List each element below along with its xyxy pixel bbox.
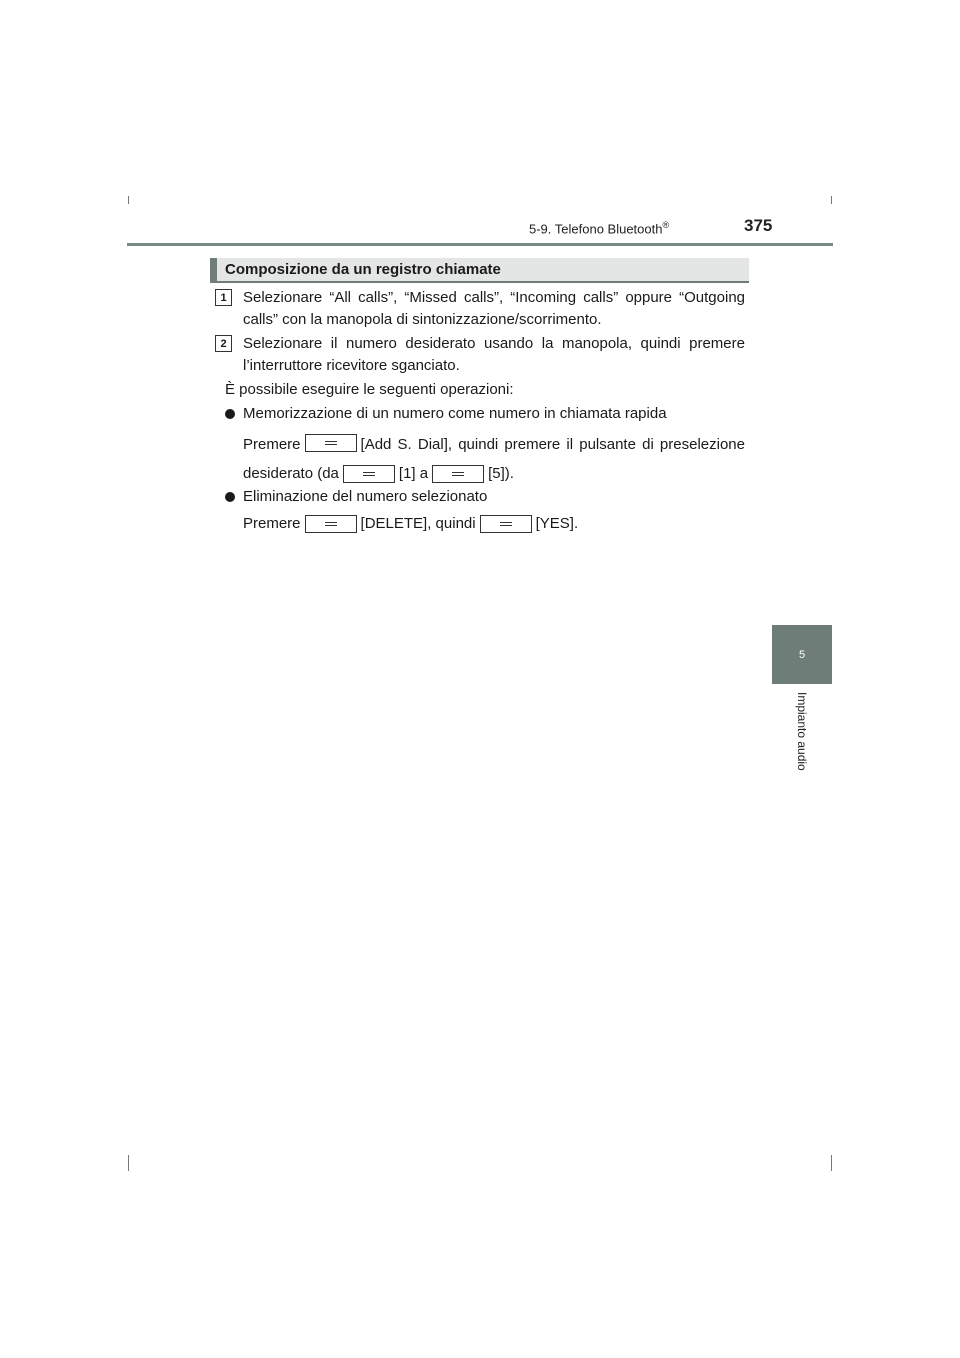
registered-mark: ® [662, 220, 670, 230]
header-rule [127, 243, 833, 246]
section-header-text: 5-9. Telefono Bluetooth [529, 221, 663, 237]
button-symbol-icon [343, 465, 395, 483]
crop-mark [831, 1155, 832, 1171]
crop-mark [831, 196, 832, 204]
chapter-tab [772, 625, 832, 684]
operation-title: Eliminazione del numero selezionato [243, 488, 488, 505]
crop-mark [128, 1155, 129, 1171]
section-heading [210, 258, 749, 283]
instruction-text: [5]). [488, 465, 514, 482]
operation-title: Memorizzazione di un numero come numero in chiamata rapida [243, 405, 667, 422]
button-symbol-icon [305, 515, 357, 533]
step-number: 1 [220, 291, 227, 304]
bullet-icon [225, 492, 235, 502]
step-text: Selezionare il numero desiderato usando la manopola, quindi premere l’interruttore ricevitore sganciato. [243, 335, 745, 374]
page-number: 375 [744, 216, 773, 235]
operations-intro: È possibile eseguire le seguenti operazioni: [225, 381, 514, 398]
button-symbol-icon [480, 515, 532, 533]
section-header [529, 220, 669, 236]
instruction-text: [DELETE], quindi [360, 515, 476, 532]
instruction-prefix: Premere [243, 515, 301, 532]
step-number-badge [215, 335, 232, 352]
chapter-label: Impianto audio [795, 692, 809, 771]
button-symbol-icon [432, 465, 484, 483]
operation-instruction [243, 434, 745, 456]
operation-instruction [243, 463, 514, 485]
button-symbol-icon [305, 434, 357, 452]
instruction-prefix: desiderato (da [243, 465, 339, 482]
section-title: Composizione da un registro chiamate [225, 261, 501, 278]
instruction-text: [Add S. Dial], quindi premere il pulsante di preselezione [360, 436, 745, 453]
operation-instruction [243, 513, 578, 535]
instruction-text: [YES]. [535, 515, 579, 532]
chapter-number: 5 [798, 648, 806, 661]
step-number-badge [215, 289, 232, 306]
bullet-icon [225, 409, 235, 419]
instruction-prefix: Premere [243, 436, 301, 453]
instruction-text: [1] a [398, 465, 429, 482]
step-number: 2 [220, 337, 227, 350]
crop-mark [128, 196, 129, 204]
step-text: Selezionare “All calls”, “Missed calls”, “Incoming calls” oppure “Outgoing calls” con la manopola di sintonizzazione/scorrimento. [243, 289, 745, 328]
